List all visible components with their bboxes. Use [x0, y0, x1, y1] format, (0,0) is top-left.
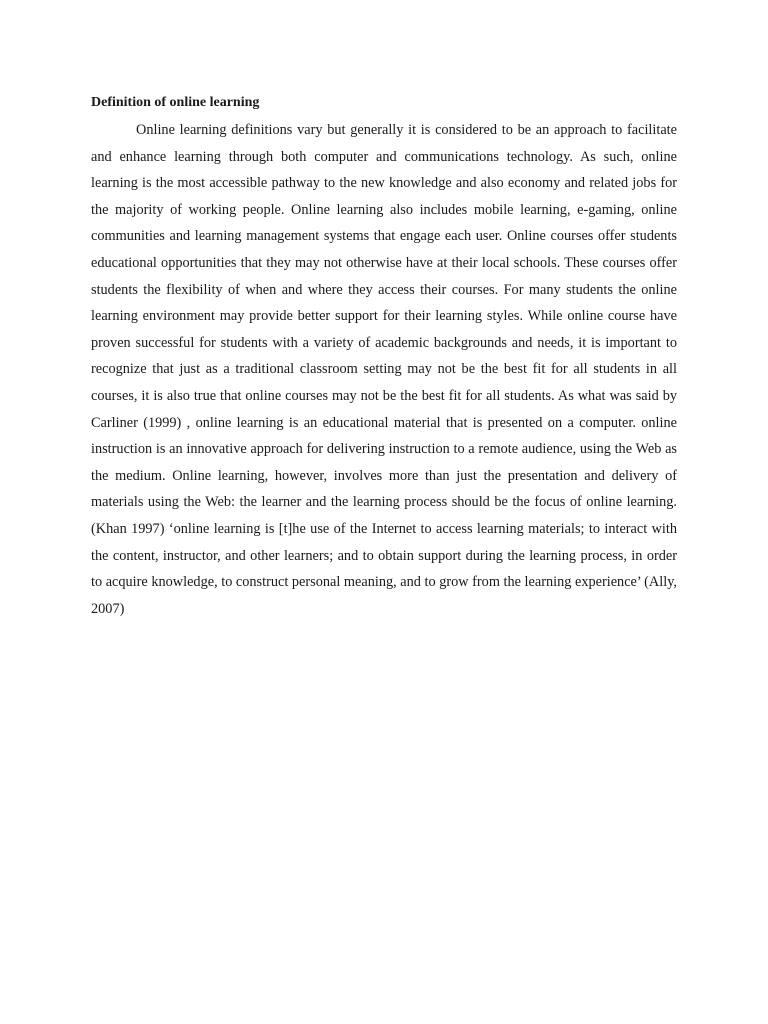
- section-heading: Definition of online learning: [91, 95, 260, 110]
- body-paragraph: Online learning definitions vary but generally it is considered to be an approach to facilitate and enhance learning through both computer and communications technology. As such, online learning is the most accessible pathway to the new knowledge and also economy and related jobs for the majority of working people. Online learning also includes mobile learning, e-gaming, online communities and learning management systems that engage each user. Online courses offer students educational opportunities that they may not otherwise have at their local schools. These courses offer students the flexibility of when and where they access their courses. For many students the online learning environment may provide better support for their learning styles. While online course have proven successful for students with a variety of academic backgrounds and needs, it is important to recognize that just as a traditional classroom setting may not be the best fit for all students in all courses, it is also true that online courses may not be the best fit for all students. As what was said by Carliner (1999) , online learning is an educational material that is presented on a computer. online instruction is an innovative approach for delivering instruction to a remote audience, using the Web as the medium. Online learning, however, involves more than just the presentation and delivery of materials using the Web: the learner and the learning process should be the focus of online learning. (Khan 1997) ‘online learning is [t]he use of the Internet to access learning materials; to interact with the content, instructor, and other learners; and to obtain support during the learning process, in order to acquire knowledge, to construct personal meaning, and to grow from the learning experience’ (Ally, 2007): [91, 122, 677, 617]
- document-content: [91, 93, 677, 622]
